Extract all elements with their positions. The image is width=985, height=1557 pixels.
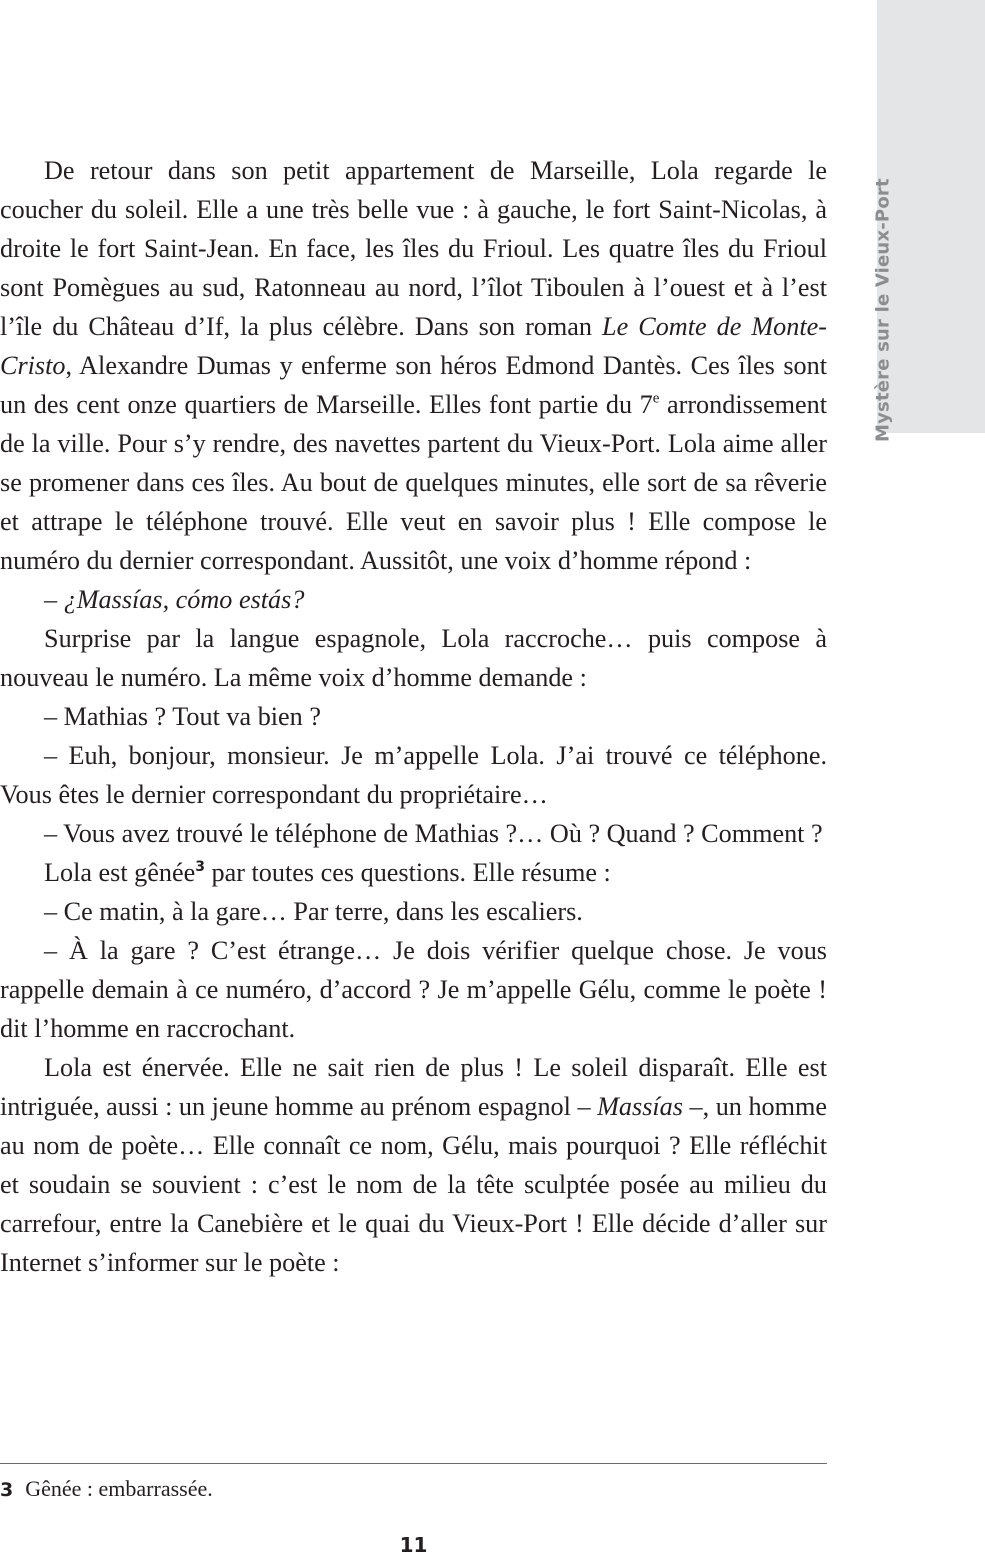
page-number: 11 xyxy=(399,1533,428,1557)
footnote-ref[interactable]: 3 xyxy=(195,859,205,876)
footnote-number: 3 xyxy=(0,1479,14,1501)
dialogue-line: – Ce matin, à la gare… Par terre, dans les escaliers. xyxy=(44,897,583,926)
paragraph: Lola est gênée$^3$ par toutes ces questions. Elle résume : xyxy=(44,858,611,887)
paragraph: Surprise par la langue espagnole, Lola raccroche… puis compose à nouveau le numéro. La même voix d’homme demande : xyxy=(0,624,827,692)
running-title: Mystère sur le Vieux-Port xyxy=(872,178,894,442)
book-title: Le Comte de Monte-Cristo xyxy=(0,312,827,380)
paragraph: De retour dans son petit appartement de Marseille, Lola regarde le coucher du soleil. Elle a une très belle vue : à gauche, le fort Saint-Nicolas, à droite le fort Saint-Jean. En face, les îles du Frioul. Les quatre îles du Frioul sont Pomègues au sud, Ratonneau au nord, l’îlot Tiboulen à l’ouest et à l’est l’île du Château d’If, la plus célèbre. Dans son roman Le Comte de Monte-Cristo, Alexandre Dumas y enferme son héros Edmond Dantès. Ces îles sont un des cent onze quartiers de Marseille. Elles font partie du 7e arrondissement de la ville. Pour s’y rendre, des navettes partent du Vieux-Port. Lola aime aller se promener dans ces îles. Au bout de quelques minutes, elle sort de sa rêverie et attrape le téléphone trouvé. Elle veut en savoir plus ! Elle compose le numéro du dernier correspondant. Aussitôt, une voix d’homme répond : xyxy=(0,156,827,575)
main-text xyxy=(0,151,827,1282)
paragraph: Lola est énervée. Elle ne sait rien de plus ! Le soleil disparaît. Elle est intriguée, aussi : un jeune homme au prénom espagnol – Massías –, un homme au nom de poète… Elle connaît ce nom, Gélu, mais pourquoi ? Elle réfléchit et soudain se souvient : c’est le nom de la tête sculptée posée au milieu du carrefour, entre la Canebière et le quai du Vieux-Port ! Elle décide d’aller sur Internet s’informer sur le poète : xyxy=(0,1053,827,1277)
ordinal-superscript: e xyxy=(652,390,660,407)
dialogue-line: – Euh, bonjour, monsieur. Je m’appelle Lola. J’ai trouvé ce téléphone. Vous êtes le dernier correspondant du propriétaire… xyxy=(0,741,827,809)
dialogue-line: – Mathias ? Tout va bien ? xyxy=(44,702,321,731)
dialogue-line: – À la gare ? C’est étrange… Je dois vérifier quelque chose. Je vous rappelle demain à ce numéro, d’accord ? Je m’appelle Gélu, comme le poète ! dit l’homme en raccrochant. xyxy=(0,936,827,1043)
spanish-quote: ¿Massías, cómo estás? xyxy=(63,585,305,614)
footnote xyxy=(0,1474,213,1505)
spanish-name: Massías xyxy=(597,1092,683,1121)
footnote-divider xyxy=(0,1463,827,1464)
dialogue-line: – Vous avez trouvé le téléphone de Mathias ?… Où ? Quand ? Comment ? xyxy=(44,819,823,848)
footnote-text: Gênée : embarrassée. xyxy=(25,1476,213,1501)
dialogue-line: – ¿Massías, cómo estás? xyxy=(44,585,305,614)
